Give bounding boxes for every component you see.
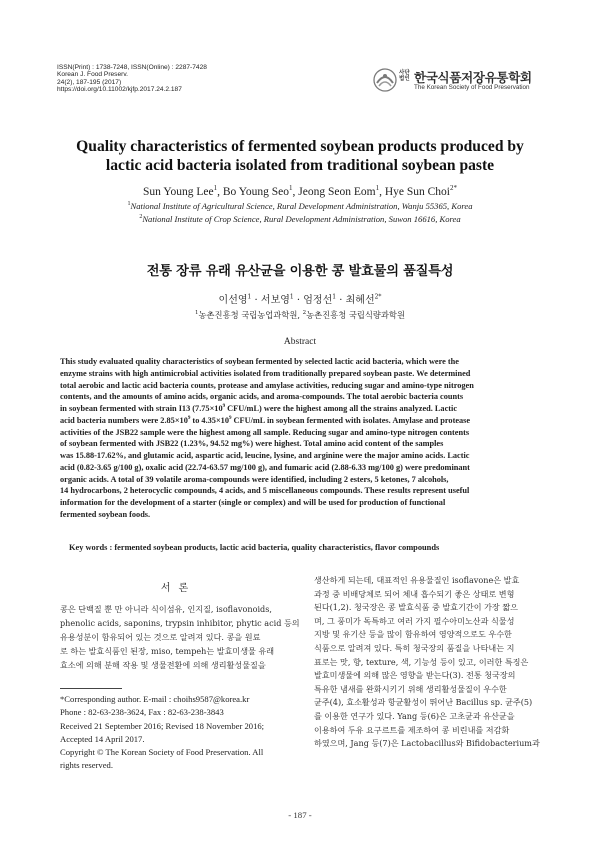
corresponding-email: *Corresponding author. E-mail : choihs9587@korea.kr — [60, 694, 250, 704]
author-name: Sun Young Lee — [143, 185, 214, 198]
abstract-line: of soybean fermented with JSB22 (1.23%, 94.52 mg%) were highest. Total amino acid content of the samples — [60, 439, 444, 449]
page-number: - 187 - — [288, 810, 312, 820]
abstract-line: acid (0.82-3.65 g/100 g), oxalic acid (22.74-63.57 mg/100 g), and fumaric acid (2.88-6.33 mg/100 g) were predominant — [60, 462, 470, 472]
body-line: 하였으며, Jang 등(7)은 Lactobacillus와 Bifidobacterium과 — [314, 738, 540, 749]
abstract-line: total aerobic and lactic acid bacteria counts, protease and amylase activities, reducing sugar and amino-type nitrogen — [60, 380, 474, 390]
body-line: 유용성분이 함유되어 있는 것으로 알려져 있다. 콩을 원료 — [60, 632, 261, 643]
affiliation-1: $^1$National Institute of Agricultural Science, Rural Development Administration, Wanju 55365, Korea — [127, 201, 473, 211]
right-column-text — [314, 574, 557, 751]
accepted-date: Accepted 14 April 2017. — [60, 733, 145, 744]
abstract-body — [60, 356, 550, 521]
body-line: 지방 및 유기산 등을 많이 함유하여 영양적으로도 우수한 — [314, 629, 512, 640]
abstract-line: acid bacteria numbers were $2.85\times 10^9$ to $4.35\times 10^9$ CFU/mL in soybean fermented with isolates. Amylase and protease — [60, 415, 471, 425]
abstract-line: was 15.88-17.62%, and glutamic acid, aspartic acid, leucine, lysine, and arginine were the major amino acids. Lactic — [60, 451, 470, 460]
author-list: Sun Young Lee$^1$, Bo Young Seo$^1$, Jeong Seon Eom$^1$, Hye Sun Choi$^{2*}$ — [143, 184, 457, 198]
body-line: 콩은 단백질 뿐 만 아니라 식이섬유, 인지질, isoflavonoids, — [60, 604, 272, 614]
korean-affiliations: $^1$농촌진흥청 국립농업과학원, $^2$농촌진흥청 국립식량과학원 — [195, 310, 405, 320]
author-name: Jeong Seon Eom — [298, 185, 376, 198]
body-line: 된다(1,2). 청국장은 콩 발효식품 중 발효기간이 가장 짧으 — [314, 602, 518, 613]
affiliation-2: $^2$National Institute of Crop Science, Rural Development Administration, Suwon 16616, Korea — [139, 214, 461, 224]
abstract-line: This study evaluated quality characteristics of soybean fermented by selected lactic acid bacteria, which were the — [60, 357, 459, 366]
society-type-label: 사단 법인 — [399, 70, 410, 83]
body-line: 표로는 맛, 향, texture, 색, 기능성 등이 있고, 이러한 특징은 — [314, 656, 529, 667]
body-line: 이용하여 두유 요구르트를 제조하여 콩 비린내를 저감화 — [314, 724, 510, 735]
issn-line: ISSN(Print) : 1738-7248, ISSN(Online) : 2287-7428 — [57, 64, 207, 71]
korean-author-list: 이선영$^1$ · 서보영$^1$ · 엄정선$^1$ · 최혜선$^{2*}$ — [218, 293, 382, 306]
abstract-heading: Abstract — [283, 337, 317, 347]
body-line: 특유한 냄새를 완화시키기 위해 생리활성물질이 우수한 — [314, 683, 507, 694]
footnote-divider — [60, 688, 122, 689]
corresponding-footnote — [60, 693, 300, 773]
paper-title: Quality characteristics of fermented soybean products produced by lactic acid bacteria isolated from traditional soybean paste — [76, 138, 524, 174]
journal-volume: 24(2), 187-195 (2017) — [57, 78, 122, 86]
journal-name: Korean J. Food Preserv. — [57, 71, 128, 79]
korean-title: 전통 장류 유래 유산균을 이용한 콩 발효물의 품질특성 — [146, 264, 454, 279]
received-dates: Received 21 September 2016; Revised 18 November 2016; — [60, 720, 265, 731]
abstract-line: enzyme strains with high antimicrobial activities isolated from traditionally prepared soybean paste. We determined — [60, 368, 471, 378]
society-logo — [372, 68, 552, 94]
abstract-line: in soybean fermented with strain I13 ($7.75\times 10^9$ CFU/mL) were the highest among all the strains analyzed. Lactic — [60, 404, 458, 413]
body-line: 생산하게 되는데, 대표적인 유용물질인 isoflavone은 발효 — [314, 575, 520, 585]
abstract-line: 14 hydrocarbons, 2 heterocyclic compounds, 4 acids, and 5 miscellaneous compounds. These results represent useful — [60, 486, 470, 496]
contact-phone: Phone : 82-63-238-3624, Fax : 82-63-238-3843 — [60, 707, 224, 718]
body-line: 로 하는 발효식품인 된장, miso, tempeh는 발효미생물 유래 — [60, 646, 275, 657]
left-column-text — [60, 602, 300, 672]
body-line: 효소에 의해 분해 작용 및 생물전환에 의해 생리활성물질을 — [60, 660, 266, 671]
author-name: Hye Sun Choi — [384, 185, 450, 198]
body-line: 식품으로 알려져 있다. 특히 청국장의 품질을 나타내는 지 — [314, 642, 515, 653]
section-heading: 서론 — [160, 583, 197, 594]
journal-meta — [57, 64, 207, 94]
doi-link[interactable]: https://doi.org/10.11002/kjfp.2017.24.2.187 — [57, 86, 182, 94]
author-name: Bo Young Seo — [222, 185, 290, 198]
body-line: 발효미생물에 의해 많은 영향을 받는다(3). 전통 청국장의 — [314, 670, 516, 681]
body-line: 를 이용한 연구가 있다. Yang 등(6)은 고초균과 유산균을 — [314, 710, 515, 721]
abstract-line: contents, and the amounts of amino acids, organic acids, and aroma-compounds. The total aerobic bacteria counts — [60, 392, 464, 402]
copyright-line: Copyright © The Korean Society of Food Preservation. All — [60, 747, 264, 758]
copyright-line: rights reserved. — [60, 760, 113, 771]
body-line: 며, 그 풍미가 독특하고 여러 가지 필수아미노산과 식물성 — [314, 615, 515, 626]
abstract-line: fermented soybean foods. — [60, 509, 151, 519]
body-line: phenolic acids, saponins, trypsin inhibitor, phytic acid 등의 — [60, 618, 300, 629]
abstract-line: activities of the JSB22 sample were the highest among all sample. Reducing sugar and amino-type nitrogen contents — [60, 427, 470, 437]
society-emblem-icon — [372, 68, 398, 92]
body-line: 균주(4), 효소활성과 항균활성이 뛰어난 Bacillus sp. 균주(5) — [314, 697, 533, 708]
abstract-line: information for the development of a starter (single or complex) and will be used for production of functional — [60, 498, 446, 507]
society-english-name: The Korean Society of Food Preservation — [414, 84, 530, 91]
keywords: Key words : fermented soybean products, lactic acid bacteria, quality characteristics, flavor compounds — [69, 543, 440, 552]
body-line: 과정 중 비배당체로 되어 체내 흡수되기 좋은 상태로 변형 — [314, 588, 515, 599]
abstract-line: organic acids. A total of 39 volatile aroma-compounds were identified, including 2 esters, 5 ketones, 7 alcohols, — [60, 474, 449, 484]
society-korean-name: 한국식품저장유통학회 — [414, 70, 532, 85]
